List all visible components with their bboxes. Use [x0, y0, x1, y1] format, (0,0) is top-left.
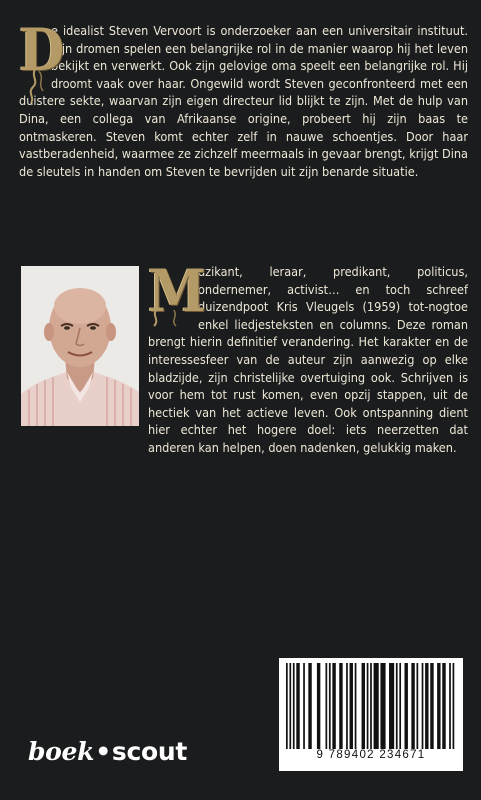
publisher-logo-part2: scout — [111, 737, 187, 766]
barcode-bar — [425, 663, 428, 749]
barcode-bar — [389, 663, 394, 749]
barcode-bar — [453, 663, 455, 749]
barcode-bar — [355, 663, 357, 749]
barcode-bar — [303, 663, 305, 749]
barcode-bar — [346, 663, 348, 749]
barcode-bar — [399, 663, 401, 749]
synopsis-text: e idealist Steven Vervoort is onderzoeker aan een universitair instituut. Zijn dromen spelen een belangrijke rol in de manier waarop hij het leven bekijkt en verwerkt. Ook zijn gelovige oma speelt een belangrijke rol. Hij droomt vaak over haar. Ongewild wordt Steven geconfronteerd met een duistere sekte, waarvan zijn eigen directeur lid blijkt te zijn. Met de hulp van Dina, een collega van Afrikaanse origine, probeert hij zijn baas te ontmaskeren. Steven komt echter zelf in nauwe schoentjes. Door haar vastberadenheid, waarmee ze zichzelf meermaals in gevaar brengt, krijgt Dina de sleutels in handen om Steven te bevrijden uit zijn benarde situatie. — [19, 23, 468, 179]
barcode-bar — [404, 663, 407, 749]
barcode-bar — [325, 663, 327, 749]
barcode-bars — [286, 663, 456, 749]
author-photo — [21, 266, 139, 426]
barcode-bar — [362, 663, 365, 749]
barcode-bar — [411, 663, 414, 749]
bio-text: uzikant, leraar, predikant, politicus, ondernemer, activist… en toch schreef duizendpoot Kris Vleugels (1959) tot-nogtoe enkel liedjesteksten en columns. Deze roman brengt hierin definitief verandering. Het karakter en de interessesfeer van de auteur zijn aanwezig op elke bladzijde, zijn christelijke overtuiging ook. Schrijven is voor hem tot rust komen, even opzij stappen, uit de hectiek van het actieve leven. Ook ontspanning dient hier echter het hogere doel: iets neerzetten dat anderen kan helpen, doen nadenken, gelukkig maken. — [148, 264, 468, 455]
dropcap-m: M — [148, 266, 192, 318]
barcode-bar — [380, 663, 385, 749]
barcode-bar — [367, 663, 369, 749]
author-bio-paragraph — [148, 257, 468, 457]
barcode-bar — [417, 663, 419, 749]
author-portrait-icon — [21, 266, 139, 426]
publisher-logo-part1: boek — [28, 737, 95, 766]
barcode-bar — [329, 663, 331, 749]
isbn-barcode — [279, 658, 463, 771]
barcode-bar — [296, 663, 299, 749]
barcode-bar — [374, 663, 379, 749]
barcode-bar — [289, 663, 291, 749]
barcode-bar — [308, 663, 311, 749]
barcode-bar — [350, 663, 353, 749]
dropcap-d: D — [19, 25, 45, 77]
barcode-bar — [442, 663, 445, 749]
barcode-bar — [332, 663, 335, 749]
publisher-logo-dot: • — [95, 737, 111, 766]
barcode-bar — [317, 663, 320, 749]
barcode-bar — [293, 663, 295, 749]
isbn-number: 9 789402 234671 — [316, 749, 426, 761]
barcode-bar — [339, 663, 342, 749]
barcode-bar — [430, 663, 433, 749]
barcode-bar — [370, 663, 372, 749]
barcode-bar — [449, 663, 451, 749]
synopsis-paragraph — [19, 16, 468, 180]
publisher-logo — [28, 737, 187, 766]
barcode-bar — [286, 663, 288, 749]
barcode-bar — [437, 663, 440, 749]
barcode-bar — [422, 663, 424, 749]
barcode-bar — [396, 663, 398, 749]
